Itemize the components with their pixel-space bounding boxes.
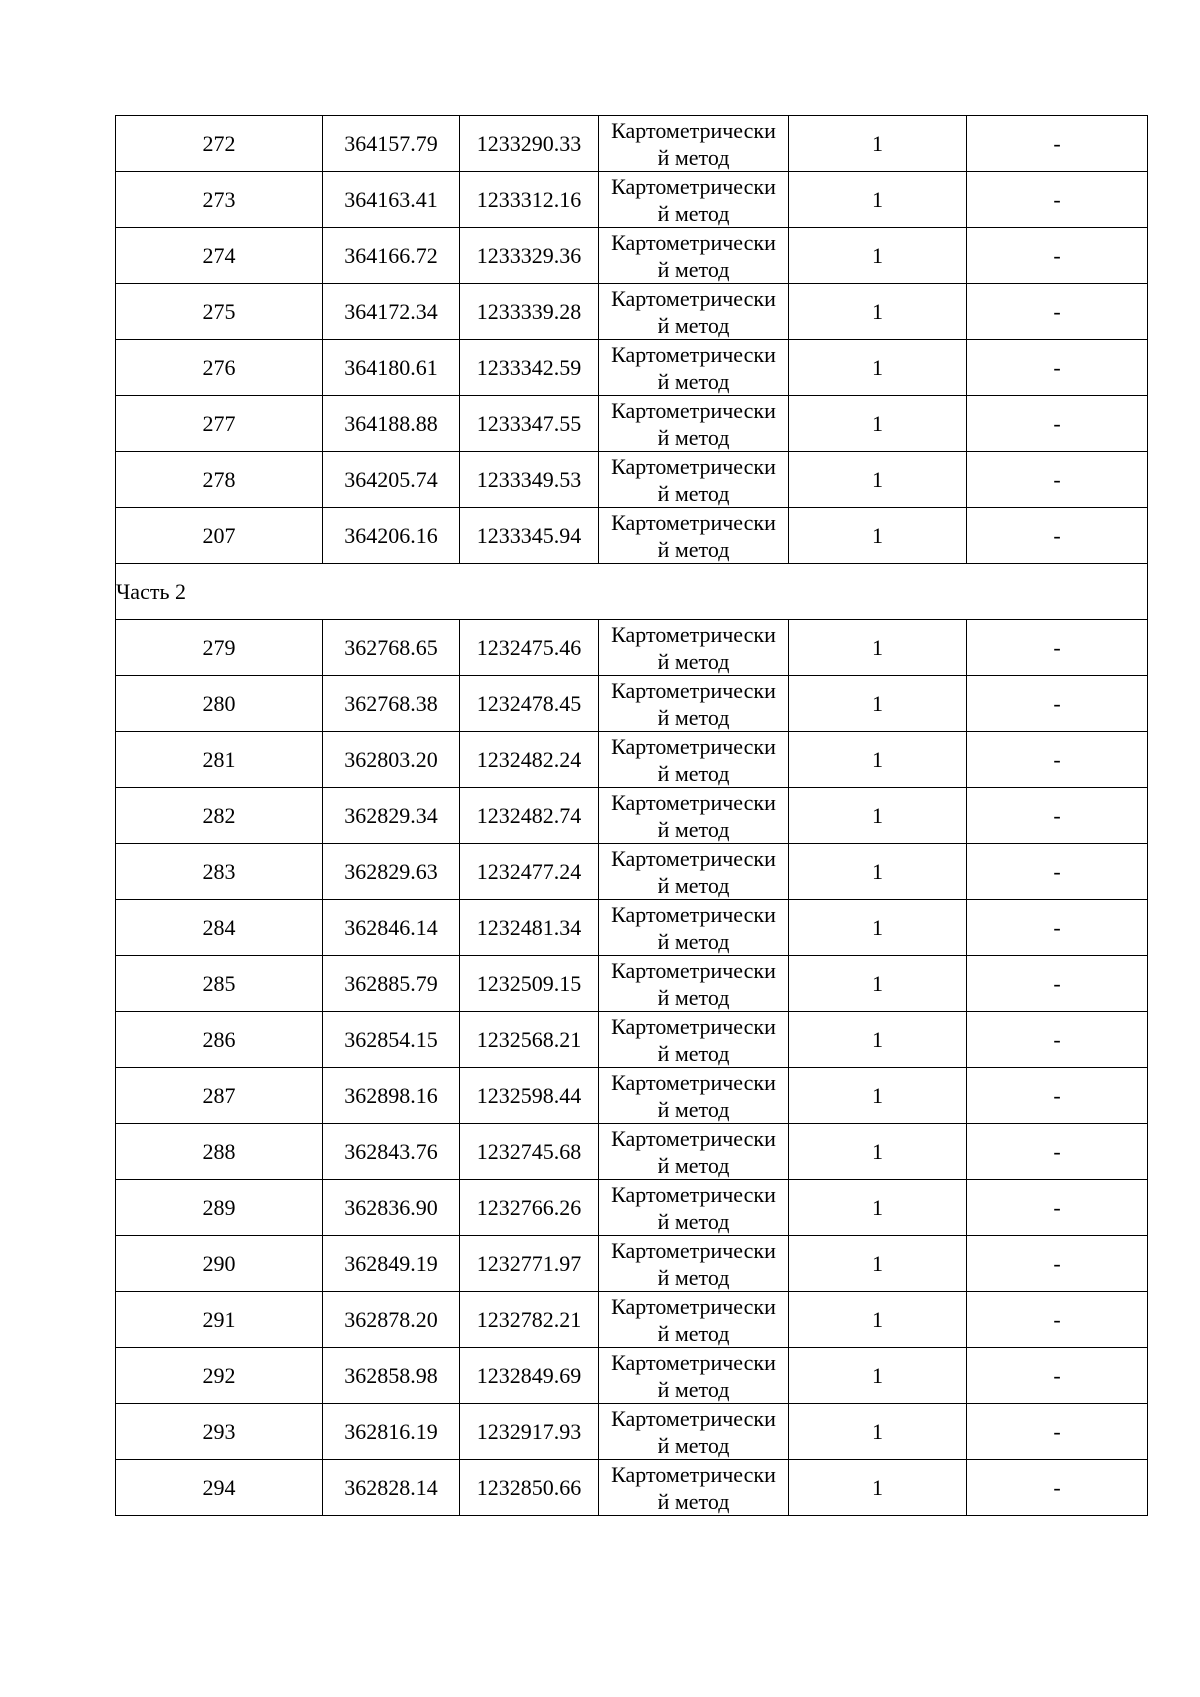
point-number-cell: 276 (116, 340, 323, 396)
table-row (116, 116, 1148, 172)
note-cell: - (967, 732, 1148, 788)
section-title: Часть 2 (116, 564, 1148, 620)
point-number-cell: 289 (116, 1180, 323, 1236)
y-coordinate-cell: 1232481.34 (460, 900, 599, 956)
method-cell: Картометрически й метод (599, 1068, 789, 1124)
y-coordinate-cell: 1233347.55 (460, 396, 599, 452)
note-cell: - (967, 1292, 1148, 1348)
x-coordinate-cell: 362858.98 (323, 1348, 460, 1404)
note-cell: - (967, 340, 1148, 396)
note-cell: - (967, 676, 1148, 732)
accuracy-cell: 1 (789, 1068, 967, 1124)
y-coordinate-cell: 1233312.16 (460, 172, 599, 228)
table-row (116, 284, 1148, 340)
point-number-cell: 207 (116, 508, 323, 564)
method-cell: Картометрически й метод (599, 956, 789, 1012)
table-row (116, 172, 1148, 228)
accuracy-cell: 1 (789, 1404, 967, 1460)
accuracy-cell: 1 (789, 732, 967, 788)
method-cell: Картометрически й метод (599, 1236, 789, 1292)
x-coordinate-cell: 364163.41 (323, 172, 460, 228)
point-number-cell: 292 (116, 1348, 323, 1404)
method-cell: Картометрически й метод (599, 1180, 789, 1236)
table-row (116, 956, 1148, 1012)
y-coordinate-cell: 1232482.24 (460, 732, 599, 788)
accuracy-cell: 1 (789, 1348, 967, 1404)
table-row (116, 788, 1148, 844)
note-cell: - (967, 900, 1148, 956)
point-number-cell: 277 (116, 396, 323, 452)
note-cell: - (967, 508, 1148, 564)
x-coordinate-cell: 362836.90 (323, 1180, 460, 1236)
y-coordinate-cell: 1232745.68 (460, 1124, 599, 1180)
method-cell: Картометрически й метод (599, 116, 789, 172)
point-number-cell: 283 (116, 844, 323, 900)
accuracy-cell: 1 (789, 1236, 967, 1292)
x-coordinate-cell: 362768.38 (323, 676, 460, 732)
method-cell: Картометрически й метод (599, 620, 789, 676)
point-number-cell: 286 (116, 1012, 323, 1068)
y-coordinate-cell: 1232850.66 (460, 1460, 599, 1516)
accuracy-cell: 1 (789, 172, 967, 228)
point-number-cell: 272 (116, 116, 323, 172)
y-coordinate-cell: 1233342.59 (460, 340, 599, 396)
accuracy-cell: 1 (789, 1460, 967, 1516)
table-row (116, 452, 1148, 508)
y-coordinate-cell: 1232766.26 (460, 1180, 599, 1236)
method-cell: Картометрически й метод (599, 396, 789, 452)
point-number-cell: 291 (116, 1292, 323, 1348)
y-coordinate-cell: 1232771.97 (460, 1236, 599, 1292)
note-cell: - (967, 1404, 1148, 1460)
point-number-cell: 293 (116, 1404, 323, 1460)
table-row (116, 1348, 1148, 1404)
y-coordinate-cell: 1232477.24 (460, 844, 599, 900)
x-coordinate-cell: 364188.88 (323, 396, 460, 452)
table-row (116, 1292, 1148, 1348)
y-coordinate-cell: 1233290.33 (460, 116, 599, 172)
x-coordinate-cell: 362846.14 (323, 900, 460, 956)
x-coordinate-cell: 364157.79 (323, 116, 460, 172)
table-row (116, 1124, 1148, 1180)
y-coordinate-cell: 1232478.45 (460, 676, 599, 732)
point-number-cell: 288 (116, 1124, 323, 1180)
table-row (116, 900, 1148, 956)
y-coordinate-cell: 1232849.69 (460, 1348, 599, 1404)
x-coordinate-cell: 362803.20 (323, 732, 460, 788)
accuracy-cell: 1 (789, 1292, 967, 1348)
point-number-cell: 279 (116, 620, 323, 676)
section-header-row (116, 564, 1148, 620)
method-cell: Картометрически й метод (599, 508, 789, 564)
method-cell: Картометрически й метод (599, 284, 789, 340)
note-cell: - (967, 1012, 1148, 1068)
method-cell: Картометрически й метод (599, 1404, 789, 1460)
y-coordinate-cell: 1232782.21 (460, 1292, 599, 1348)
note-cell: - (967, 452, 1148, 508)
table-row (116, 508, 1148, 564)
point-number-cell: 275 (116, 284, 323, 340)
accuracy-cell: 1 (789, 844, 967, 900)
note-cell: - (967, 1236, 1148, 1292)
table-row (116, 1236, 1148, 1292)
point-number-cell: 281 (116, 732, 323, 788)
x-coordinate-cell: 362828.14 (323, 1460, 460, 1516)
point-number-cell: 278 (116, 452, 323, 508)
point-number-cell: 274 (116, 228, 323, 284)
note-cell: - (967, 1460, 1148, 1516)
method-cell: Картометрически й метод (599, 1348, 789, 1404)
table-row (116, 844, 1148, 900)
note-cell: - (967, 1180, 1148, 1236)
note-cell: - (967, 396, 1148, 452)
y-coordinate-cell: 1232509.15 (460, 956, 599, 1012)
table-row (116, 1460, 1148, 1516)
x-coordinate-cell: 362829.63 (323, 844, 460, 900)
y-coordinate-cell: 1233349.53 (460, 452, 599, 508)
table-row (116, 732, 1148, 788)
x-coordinate-cell: 362829.34 (323, 788, 460, 844)
accuracy-cell: 1 (789, 396, 967, 452)
table-row (116, 396, 1148, 452)
accuracy-cell: 1 (789, 1180, 967, 1236)
point-number-cell: 284 (116, 900, 323, 956)
x-coordinate-cell: 364205.74 (323, 452, 460, 508)
y-coordinate-cell: 1233345.94 (460, 508, 599, 564)
method-cell: Картометрически й метод (599, 228, 789, 284)
accuracy-cell: 1 (789, 1124, 967, 1180)
method-cell: Картометрически й метод (599, 172, 789, 228)
method-cell: Картометрически й метод (599, 732, 789, 788)
accuracy-cell: 1 (789, 956, 967, 1012)
note-cell: - (967, 956, 1148, 1012)
y-coordinate-cell: 1232568.21 (460, 1012, 599, 1068)
table-row (116, 1180, 1148, 1236)
x-coordinate-cell: 362878.20 (323, 1292, 460, 1348)
method-cell: Картометрически й метод (599, 900, 789, 956)
x-coordinate-cell: 362768.65 (323, 620, 460, 676)
accuracy-cell: 1 (789, 1012, 967, 1068)
note-cell: - (967, 1124, 1148, 1180)
x-coordinate-cell: 362816.19 (323, 1404, 460, 1460)
table-row (116, 676, 1148, 732)
note-cell: - (967, 844, 1148, 900)
point-number-cell: 290 (116, 1236, 323, 1292)
x-coordinate-cell: 364180.61 (323, 340, 460, 396)
x-coordinate-cell: 364166.72 (323, 228, 460, 284)
y-coordinate-cell: 1233339.28 (460, 284, 599, 340)
coordinates-table-body (116, 116, 1148, 1516)
method-cell: Картометрически й метод (599, 340, 789, 396)
coordinates-table (115, 115, 1148, 1516)
x-coordinate-cell: 364206.16 (323, 508, 460, 564)
note-cell: - (967, 788, 1148, 844)
note-cell: - (967, 1348, 1148, 1404)
x-coordinate-cell: 362849.19 (323, 1236, 460, 1292)
table-row (116, 1068, 1148, 1124)
note-cell: - (967, 172, 1148, 228)
method-cell: Картометрически й метод (599, 1292, 789, 1348)
table-row (116, 1012, 1148, 1068)
table-row (116, 340, 1148, 396)
accuracy-cell: 1 (789, 788, 967, 844)
point-number-cell: 273 (116, 172, 323, 228)
method-cell: Картометрически й метод (599, 788, 789, 844)
point-number-cell: 282 (116, 788, 323, 844)
x-coordinate-cell: 362843.76 (323, 1124, 460, 1180)
y-coordinate-cell: 1232475.46 (460, 620, 599, 676)
table-row (116, 1404, 1148, 1460)
accuracy-cell: 1 (789, 284, 967, 340)
accuracy-cell: 1 (789, 452, 967, 508)
note-cell: - (967, 228, 1148, 284)
y-coordinate-cell: 1232917.93 (460, 1404, 599, 1460)
note-cell: - (967, 284, 1148, 340)
point-number-cell: 285 (116, 956, 323, 1012)
method-cell: Картометрически й метод (599, 676, 789, 732)
accuracy-cell: 1 (789, 508, 967, 564)
accuracy-cell: 1 (789, 676, 967, 732)
point-number-cell: 280 (116, 676, 323, 732)
table-row (116, 228, 1148, 284)
method-cell: Картометрически й метод (599, 1460, 789, 1516)
x-coordinate-cell: 362854.15 (323, 1012, 460, 1068)
y-coordinate-cell: 1232482.74 (460, 788, 599, 844)
accuracy-cell: 1 (789, 620, 967, 676)
method-cell: Картометрически й метод (599, 1012, 789, 1068)
accuracy-cell: 1 (789, 116, 967, 172)
accuracy-cell: 1 (789, 228, 967, 284)
method-cell: Картометрически й метод (599, 844, 789, 900)
x-coordinate-cell: 364172.34 (323, 284, 460, 340)
point-number-cell: 287 (116, 1068, 323, 1124)
accuracy-cell: 1 (789, 340, 967, 396)
x-coordinate-cell: 362898.16 (323, 1068, 460, 1124)
accuracy-cell: 1 (789, 900, 967, 956)
table-row (116, 620, 1148, 676)
note-cell: - (967, 1068, 1148, 1124)
point-number-cell: 294 (116, 1460, 323, 1516)
note-cell: - (967, 620, 1148, 676)
y-coordinate-cell: 1232598.44 (460, 1068, 599, 1124)
note-cell: - (967, 116, 1148, 172)
method-cell: Картометрически й метод (599, 1124, 789, 1180)
y-coordinate-cell: 1233329.36 (460, 228, 599, 284)
method-cell: Картометрически й метод (599, 452, 789, 508)
x-coordinate-cell: 362885.79 (323, 956, 460, 1012)
